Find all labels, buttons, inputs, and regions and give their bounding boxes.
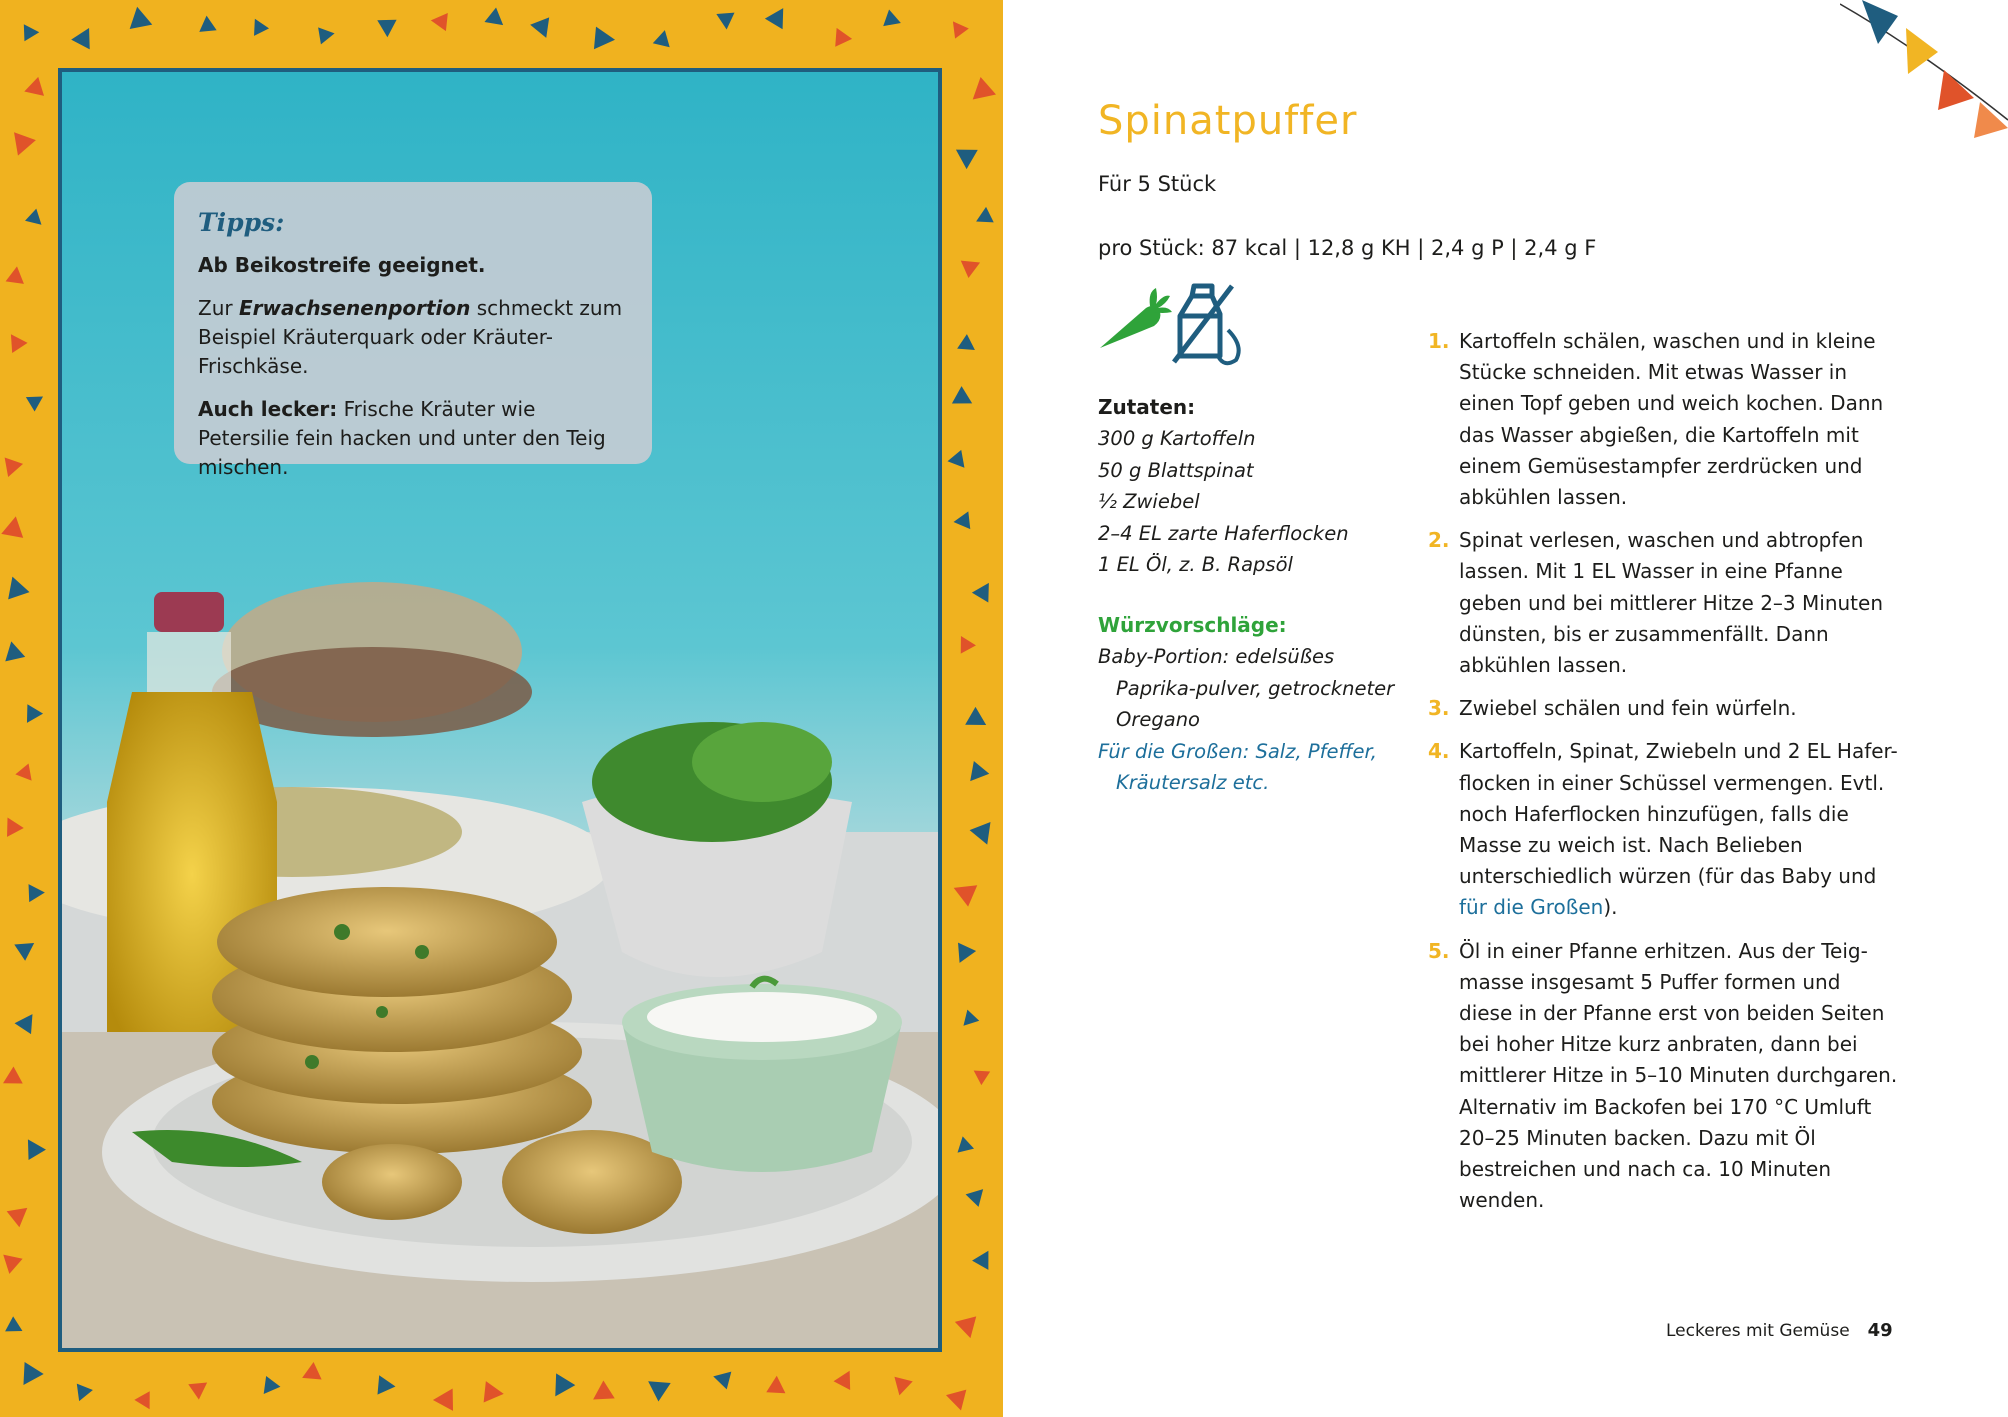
tip-adult-portion	[198, 294, 628, 381]
confetti-triangle	[952, 1136, 974, 1158]
confetti-triangle	[949, 877, 977, 906]
confetti-triangle	[377, 1375, 396, 1396]
tip-suitability-text: Ab Beikostreife geeignet.	[198, 253, 486, 277]
confetti-triangle	[953, 511, 971, 531]
confetti-triangle	[961, 254, 984, 278]
step-text: Zwiebel schälen und fein würfeln.	[1459, 696, 1797, 721]
tip-adult-bold: Erwachsenenportion	[238, 296, 471, 320]
confetti-triangle	[642, 1372, 671, 1401]
step-item	[1428, 525, 1898, 681]
diet-icons	[1096, 282, 1246, 370]
confetti-triangle	[828, 24, 852, 47]
confetti-triangle	[711, 1367, 731, 1389]
tip-also-tasty	[198, 395, 628, 482]
confetti-triangle	[377, 20, 397, 38]
ingredient-item: 1 EL Öl, z. B. Rapsöl	[1098, 553, 1293, 576]
confetti-triangle	[0, 1255, 23, 1276]
confetti-triangle	[946, 16, 969, 38]
confetti-triangle	[2, 573, 30, 599]
confetti-triangle	[834, 1366, 858, 1390]
confetti-triangle	[7, 132, 36, 159]
confetti-triangle	[3, 329, 27, 353]
confetti-triangle	[948, 450, 972, 474]
confetti-triangle	[24, 24, 40, 42]
step-item	[1428, 326, 1898, 513]
confetti-triangle	[972, 578, 997, 602]
confetti-triangle	[972, 207, 993, 229]
ingredient-item: 300 g Kartoffeln	[1098, 427, 1256, 450]
spice-grown-ups: Für die Großen: Salz, Pfeffer, Kräutersalz etc.	[1098, 739, 1377, 794]
confetti-triangle	[958, 1010, 980, 1032]
spice-suggestions-heading: Würzvorschläge:	[1098, 613, 1287, 637]
confetti-triangle	[484, 1381, 505, 1404]
confetti-triangle	[965, 77, 996, 108]
confetti-triangle	[957, 334, 980, 357]
confetti-triangle	[970, 822, 998, 849]
confetti-triangle	[890, 1377, 912, 1398]
step-number: 2.	[1428, 528, 1450, 553]
tips-box	[174, 182, 652, 479]
confetti-triangle	[430, 11, 448, 31]
confetti-triangle	[484, 8, 508, 33]
left-page	[0, 0, 1003, 1417]
ingredients-section	[1098, 392, 1398, 581]
confetti-triangle	[953, 632, 976, 654]
confetti-triangle	[963, 761, 990, 787]
confetti-triangle	[5, 1316, 26, 1338]
confetti-triangle	[765, 3, 792, 29]
step-number: 3.	[1428, 696, 1450, 721]
confetti-triangle	[19, 704, 43, 727]
carrot-icon	[1100, 288, 1172, 348]
confetti-triangle	[951, 943, 977, 968]
step-item	[1428, 693, 1898, 724]
confetti-triangle	[955, 1316, 981, 1340]
step-grown-ups-link: für die Großen	[1459, 895, 1604, 920]
step-text: Öl in einer Pfanne erhitzen. Aus der Teig-masse insgesamt 5 Puffer formen und diese in der Pfanne erst von beiden Seiten bei hoher Hitze kurz anbraten, dann bei mittlerer Hitze in 5–10 Minuten durchgaren. Alternativ im Backofen bei 170 °C Umluft 20–25 Minuten backen. Dazu mit Öl bestreichen und nach ca. 10 Minuten wenden.	[1459, 938, 1898, 1213]
confetti-triangle	[14, 935, 39, 961]
step-text-end: ).	[1603, 895, 1618, 920]
confetti-triangle	[257, 1376, 281, 1399]
confetti-triangle	[19, 1134, 46, 1160]
ingredients-heading: Zutaten:	[1098, 395, 1196, 419]
food-photo	[58, 68, 942, 1352]
recipe-yield: Für 5 Stück	[1098, 172, 1217, 196]
confetti-triangle	[530, 17, 556, 41]
tip-tasty-post: Frische Kräuter wie Petersilie fein hacken und unter den Teig mischen.	[198, 397, 606, 479]
confetti-triangle	[653, 28, 674, 47]
confetti-triangle	[433, 1388, 453, 1411]
confetti-triangle	[26, 389, 48, 411]
step-text: Kartoffeln, Spinat, Zwiebeln und 2 EL Hafer-flocken in einer Schüssel vermengen. Evtl. noch Haferflocken hinzufügen, falls die Masse zu weich ist. Nach Belieben unterschiedlich würzen (für das Baby und	[1459, 739, 1898, 889]
confetti-triangle	[766, 1375, 786, 1393]
step-number: 5.	[1428, 938, 1450, 963]
confetti-triangle	[594, 27, 616, 51]
preparation-steps	[1428, 326, 1898, 1228]
spice-suggestions-section	[1098, 610, 1418, 799]
confetti-triangle	[0, 813, 24, 837]
confetti-triangle	[883, 10, 904, 32]
diet-icons-svg	[1096, 282, 1246, 366]
spice-baby-portion: Baby-Portion: edelsüßes Paprika-pulver, getrockneter Oregano	[1098, 645, 1395, 731]
ingredient-item: ½ Zwiebel	[1098, 490, 1200, 513]
ingredient-item: 2–4 EL zarte Haferflocken	[1098, 521, 1349, 545]
confetti-triangle	[6, 265, 27, 284]
confetti-triangle	[587, 1380, 614, 1408]
page-number: 49	[1867, 1320, 1893, 1341]
confetti-triangle	[25, 209, 47, 231]
confetti-triangle	[7, 1200, 34, 1227]
confetti-triangle	[298, 1362, 322, 1387]
confetti-triangle	[29, 884, 46, 903]
step-text: Spinat verlesen, waschen und abtropfen lassen. Mit 1 EL Wasser in eine Pfanne geben und bei mittlerer Hitze 2–3 Minuten dünsten, bis er zusammenfällt. Dann abkühlen lassen.	[1459, 528, 1883, 678]
step-text: Kartoffeln schälen, waschen und in kleine Stücke schneiden. Mit etwas Wasser in einen Topf geben und weich kochen. Dann das Wasser abgießen, die Kartoffeln mit einem Gemüsestampfer zerdrücken und abkühlen lassen.	[1459, 329, 1884, 510]
confetti-triangle	[198, 15, 217, 32]
confetti-triangle	[71, 1384, 93, 1405]
confetti-triangle	[716, 13, 735, 30]
footer-section-title: Leckeres mit Gemüse	[1666, 1321, 1850, 1341]
confetti-triangle	[188, 1375, 212, 1400]
tips-title: Tipps:	[198, 208, 285, 237]
confetti-triangle	[0, 1067, 23, 1092]
step-number: 1.	[1428, 329, 1450, 353]
recipe-title: Spinatpuffer	[1098, 98, 1358, 144]
confetti-triangle	[71, 23, 98, 49]
step-number: 4.	[1428, 739, 1450, 764]
confetti-triangle	[952, 386, 977, 412]
step-item	[1428, 936, 1898, 1217]
ingredient-item: 50 g Blattspinat	[1098, 458, 1254, 482]
tip-adult-pre: Zur	[198, 296, 239, 320]
confetti-triangle	[965, 707, 991, 734]
confetti-triangle	[247, 15, 269, 36]
confetti-triangle	[318, 25, 336, 44]
bunting-decoration	[1840, 0, 2008, 150]
confetti-triangle	[21, 77, 44, 101]
confetti-triangle	[1, 639, 25, 661]
tip-tasty-bold: Auch lecker:	[198, 397, 338, 421]
confetti-triangle	[14, 1362, 44, 1391]
confetti-triangle	[15, 764, 38, 787]
confetti-triangle	[966, 1183, 990, 1207]
step-item	[1428, 736, 1898, 923]
nutrition-info: pro Stück: 87 kcal | 12,8 g KH | 2,4 g P | 2,4 g F	[1098, 236, 1597, 260]
confetti-triangle	[1, 514, 27, 538]
confetti-triangle	[969, 1064, 990, 1085]
confetti-triangle	[546, 1373, 576, 1402]
no-dairy-icon	[1174, 286, 1239, 363]
confetti-triangle	[972, 1246, 997, 1270]
confetti-triangle	[946, 1390, 971, 1414]
page-footer	[1666, 1320, 1893, 1341]
confetti-triangle	[134, 1391, 157, 1413]
tip-suitability	[198, 251, 628, 280]
confetti-triangle	[126, 5, 152, 29]
confetti-triangle	[956, 150, 978, 170]
tip-adult-post: schmeckt zum Beispiel Kräuterquark oder Kräuter-Frischkäse.	[198, 296, 623, 378]
confetti-triangle	[0, 457, 23, 480]
confetti-triangle	[15, 1009, 41, 1035]
